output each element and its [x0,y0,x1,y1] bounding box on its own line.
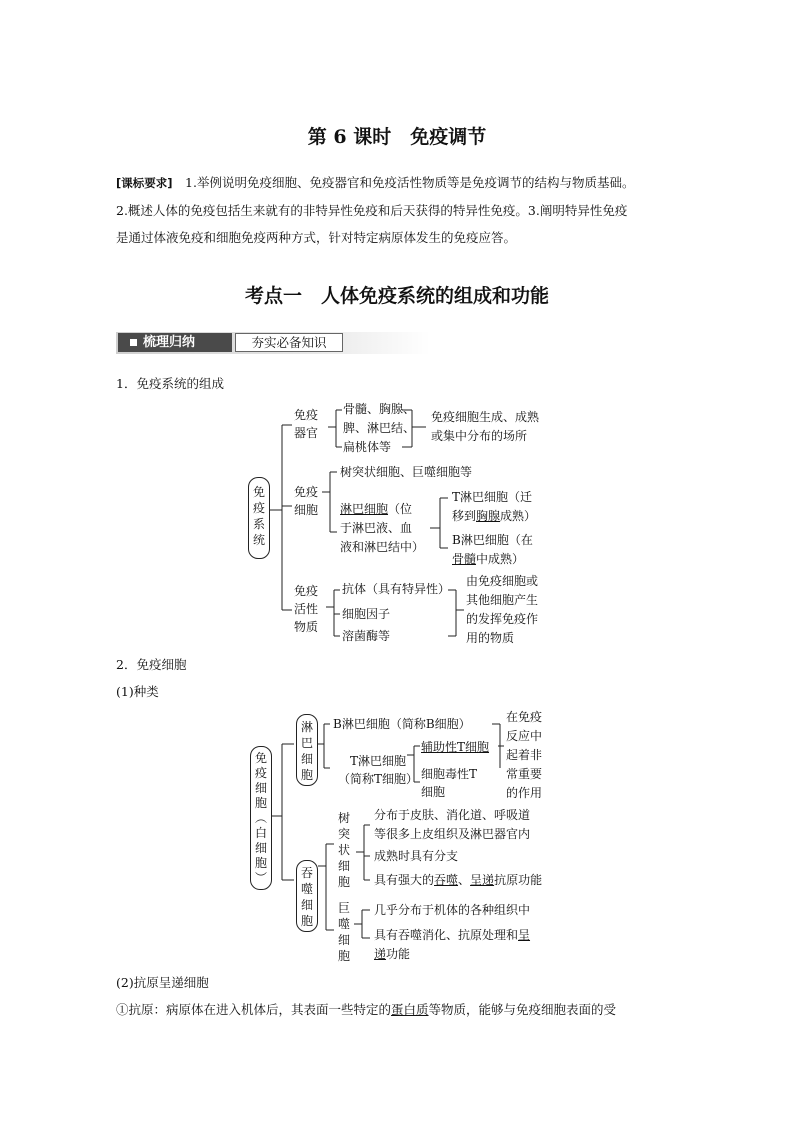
b-lymphocyte: B淋巴细胞（简称B细胞） [333,717,471,731]
heading-immune-cells: 2．免疫细胞 [116,657,187,672]
lesson-title: 第 6 课时 免疫调节 [307,126,487,148]
dendritic-function: 具有强大的吞噬、呈递抗原功能 [374,873,543,887]
immune-substances-label: 免疫 活性 物质 [294,584,319,634]
heading-apc: (2)抗原呈递细胞 [116,975,209,990]
banner-sub: 夯实必备知识 [235,333,343,352]
organ-items: 骨髓、胸腺、 脾、淋巴结、 扁桃体等 [343,402,416,454]
lymphocyte-role: 在免疫 反应中 起着非 常重要 的作用 [506,710,543,800]
lysozyme-item: 溶菌酶等 [342,629,391,643]
requirements-tag: [课标要求] [116,176,173,190]
immune-cells-root: 免 疫 细 胞 ︵ 白 细 胞 ︶ [250,746,272,890]
requirements-line-1: [课标要求] 1.举例说明免疫细胞、免疫器官和免疫活性物质等是免疫调节的结构与物质基础。 [116,175,635,190]
b-cell-item: B淋巴细胞（在 骨髓中成熟） [452,533,533,566]
requirements-line-3: 是通过体液免疫和细胞免疫两种方式，针对特定病原体发生的免疫应答。 [116,230,517,245]
section-title: 考点一 人体免疫系统的组成和功能 [244,285,549,307]
lymphocyte-item: 淋巴细胞（位 于淋巴液、血 液和淋巴结中） [340,502,425,554]
heading-immune-system: 1．免疫系统的组成 [116,376,224,391]
immune-system-root: 免 疫 系 统 [248,477,270,559]
substances-description: 由免疫细胞或 其他细胞产生 的发挥免疫作 用的物质 [466,574,539,645]
organ-description: 免疫细胞生成、成熟 或集中分布的场所 [431,410,540,443]
antigen-definition: ①抗原：病原体在进入机体后，其表面一些特定的蛋白质等物质，能够与免疫细胞表面的受 [116,1002,617,1017]
t-cell-item: T淋巴细胞（迁 移到胸腺成熟） [452,490,537,523]
immune-cells-label: 免疫 细胞 [294,485,319,517]
dendritic-cell-label: 树 突 状 细 胞 [338,811,351,889]
dendritic-distribution: 分布于皮肤、消化道、呼吸道 等很多上皮组织及淋巴器官内 [374,808,531,841]
lymphocyte-box: 淋 巴 细 胞 [296,714,318,786]
dendritic-branch: 成熟时具有分支 [374,849,459,863]
t-lymphocyte: T淋巴细胞 （简称T细胞） [338,754,419,786]
heading-types: (1)种类 [116,684,159,699]
macrophage-function: 具有吞噬消化、抗原处理和呈 递功能 [374,928,531,961]
cytokine-item: 细胞因子 [342,607,391,621]
macrophage-label: 巨 噬 细 胞 [338,901,351,963]
requirements-line-2: 2.概述人体的免疫包括生来就有的非特异性免疫和后天获得的特异性免疫。3.阐明特异性免疫 [116,203,628,218]
phagocyte-box: 吞 噬 细 胞 [296,860,318,932]
immune-organs-label: 免疫 器官 [294,408,319,440]
helper-t-cell: 辅助性T细胞 [421,740,490,754]
banner-main: 梳理归纳 [118,333,232,352]
antibody-item: 抗体（具有特异性） [342,582,451,596]
cytotoxic-t-cell: 细胞毒性T 细胞 [421,767,478,799]
macrophage-distribution: 几乎分布于机体的各种组织中 [374,903,531,917]
dendritic-macrophage-item: 树突状细胞、巨噬细胞等 [340,465,473,479]
